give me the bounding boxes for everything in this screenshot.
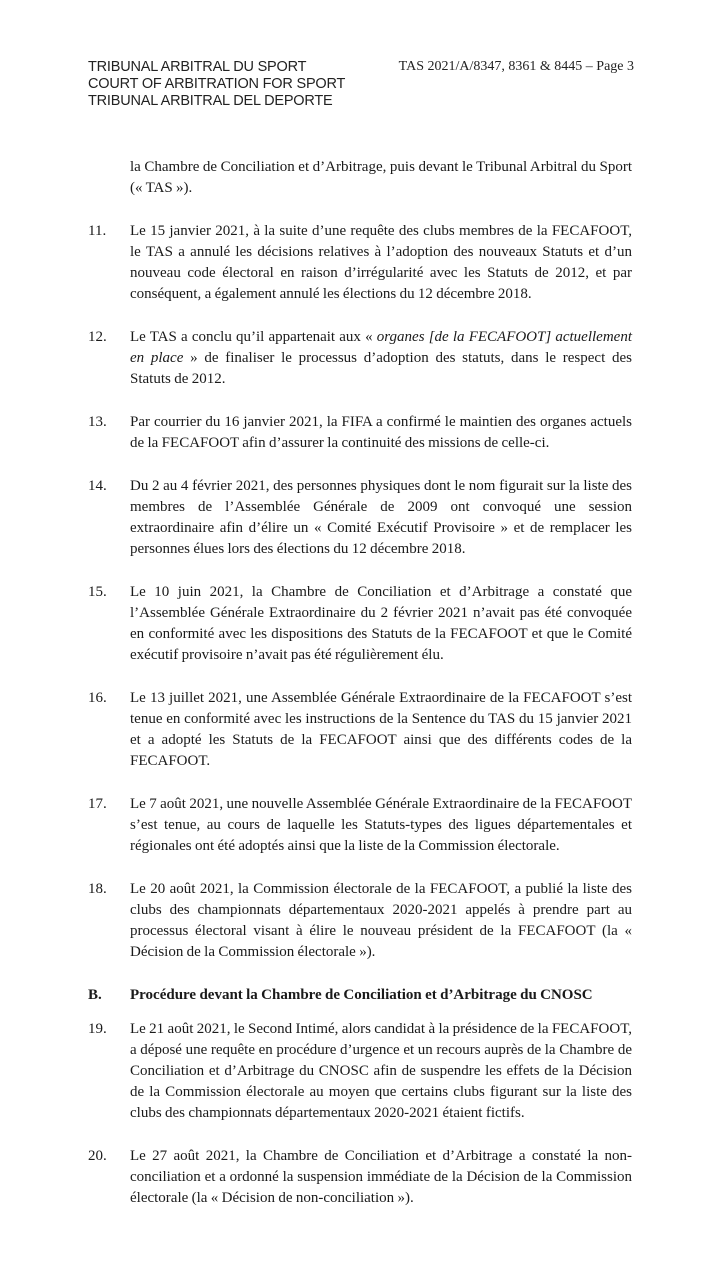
letterhead-line: TRIBUNAL ARBITRAL DU SPORT [88,59,307,75]
paragraph-20 [88,1146,632,1209]
paragraph-text: Le 21 août 2021, le Second Intimé, alors candidat à la présidence de la FECAFOOT, a déposé une requête en procédure d’urgence et un recours auprès de la Chambre de Conciliation et d’Arbitrage du CNOSC afin de suspendre les effets de la Décision de la Commission électorale au moyen que certains clubs figurant sur la liste des clubs des championnats départementaux 2020-2021 étaient fictifs. [130,1021,632,1121]
paragraph-text: Le TAS a conclu qu’il appartenait aux « [130,329,377,345]
section-heading-b [88,985,632,1006]
paragraph-13 [88,412,632,454]
paragraph-text: Le 27 août 2021, la Chambre de Conciliation et d’Arbitrage a constaté la non-conciliation et a ordonné la suspension immédiate de la Décision de la Commission électorale (la « Décision de non-conciliation »). [130,1148,632,1206]
paragraph-text: Le 10 juin 2021, la Chambre de Conciliation et d’Arbitrage a constaté que l’Assemblée Générale Extraordinaire du 2 février 2021 n’avait pas été convoquée en conformité avec les dispositions des Statuts de la FECAFOOT et que le Comité exécutif provisoire n’avait pas été régulièrement élu. [130,584,632,663]
paragraph-number: 13. [88,414,107,430]
letterhead-line: TRIBUNAL ARBITRAL DEL DEPORTE [88,93,333,109]
section-letter: B. [88,987,102,1003]
paragraph-number: 17. [88,796,107,812]
quoted-italic-text: organes [de la FECAFOOT] actuellement en place [130,329,632,366]
paragraph-15 [88,582,632,666]
paragraph-text: Du 2 au 4 février 2021, des personnes physiques dont le nom figurait sur la liste des membres de l’Assemblée Générale de 2009 ont convoqué une session extraordinaire afin d’élire un « Comité Exécutif Provisoire » et de remplacer les personnes élues lors des élections du 12 décembre 2018. [130,478,632,557]
paragraph-text: Le 13 juillet 2021, une Assemblée Générale Extraordinaire de la FECAFOOT s’est tenue en conformité avec les instructions de la Sentence du TAS du 15 janvier 2021 et a adopté les Statuts de la FECAFOOT ainsi que des différents codes de la FECAFOOT. [130,690,632,769]
paragraph-17 [88,794,632,857]
paragraph-14 [88,476,632,560]
section-title: Procédure devant la Chambre de Conciliation et d’Arbitrage du CNOSC [130,987,593,1003]
continuation-text: la Chambre de Conciliation et d’Arbitrage, puis devant le Tribunal Arbitral du Sport (« TAS »). [130,159,632,196]
paragraph-number: 12. [88,329,107,345]
paragraph-12 [88,327,632,390]
paragraph-number: 20. [88,1148,107,1164]
paragraph-number: 14. [88,478,107,494]
paragraph-18 [88,879,632,963]
paragraph-11 [88,221,632,305]
paragraph-text: Par courrier du 16 janvier 2021, la FIFA a confirmé le maintien des organes actuels de la FECAFOOT afin d’assurer la continuité des missions de celle-ci. [130,414,632,451]
letterhead-line: COURT OF ARBITRATION FOR SPORT [88,76,346,92]
paragraph-number: 15. [88,584,107,600]
paragraph-19 [88,1019,632,1124]
paragraph-number: 19. [88,1021,107,1037]
paragraph-16 [88,688,632,772]
case-reference: TAS 2021/A/8347, 8361 & 8445 – Page 3 [398,59,634,74]
paragraph-text: Le 15 janvier 2021, à la suite d’une requête des clubs membres de la FECAFOOT, le TAS a annulé les décisions relatives à l’adoption des nouveaux Statuts et d’un nouveau code électoral en raison d’irrégularité avec les Statuts de 2012, et par conséquent, a également annulé les élections du 12 décembre 2018. [130,223,632,302]
paragraph-number: 18. [88,881,107,897]
paragraph-number: 11. [88,223,107,239]
paragraph-text: » de finaliser le processus d’adoption des statuts, dans le respect des Statuts de 2012. [130,350,632,387]
paragraph-number: 16. [88,690,107,706]
paragraph-text: Le 7 août 2021, une nouvelle Assemblée Générale Extraordinaire de la FECAFOOT s’est tenue, au cours de laquelle les Statuts-types des ligues départementales et régionales ont été adoptés ainsi que la liste de la Commission électorale. [130,796,632,854]
paragraph-text: Le 20 août 2021, la Commission électorale de la FECAFOOT, a publié la liste des clubs des championnats départementaux 2020-2021 appelés à prendre part au processus électoral visant à élire le nouveau président de la FECAFOOT (la « Décision de la Commission électorale »). [130,881,632,960]
